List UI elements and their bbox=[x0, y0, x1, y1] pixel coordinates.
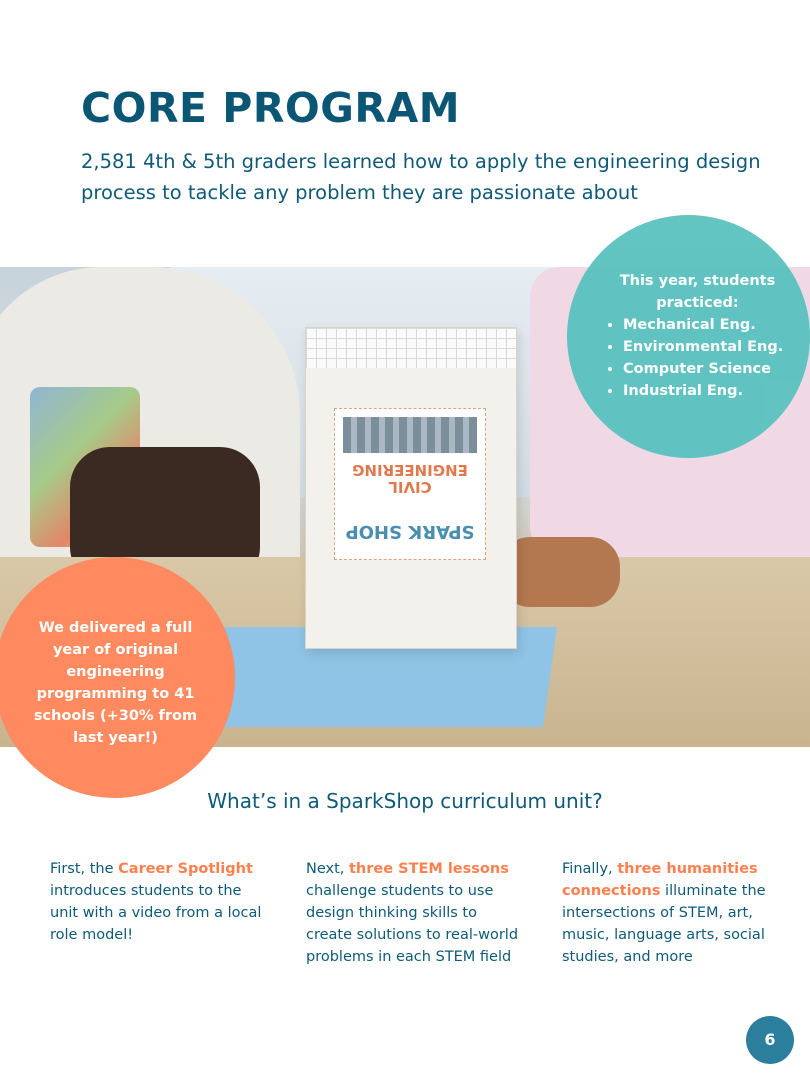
discipline-item: • Environmental Eng. bbox=[623, 336, 788, 358]
page-subtitle: 2,581 4th & 5th graders learned how to apply the engineering design process to tackle any problem they are passionate about bbox=[81, 150, 761, 204]
disciplines-list bbox=[607, 314, 788, 402]
disciplines-heading: This year, students practiced: bbox=[619, 273, 776, 311]
box-label bbox=[334, 408, 486, 560]
photo-kit-box bbox=[305, 327, 517, 649]
column-intro: Next, bbox=[306, 861, 349, 877]
box-grid-lid bbox=[306, 328, 516, 368]
discipline-item: • Industrial Eng. bbox=[623, 380, 788, 402]
delivery-callout-text: We delivered a full year of original engineering programming to 41 schools (+30% from last year!) bbox=[33, 620, 198, 746]
curriculum-column-stem bbox=[306, 858, 521, 968]
box-label-text: CIVIL ENGINEERING bbox=[352, 461, 468, 496]
disciplines-callout bbox=[567, 215, 810, 458]
page-number-badge: 6 bbox=[746, 1016, 794, 1064]
column-intro: First, the bbox=[50, 861, 119, 877]
curriculum-column-humanities bbox=[562, 858, 777, 968]
column-highlight: three humanities connections bbox=[562, 861, 758, 899]
delivery-callout bbox=[0, 557, 235, 798]
photo-arm-right bbox=[500, 537, 620, 607]
column-highlight: three STEM lessons bbox=[349, 861, 509, 877]
discipline-item: • Mechanical Eng. bbox=[623, 314, 788, 336]
curriculum-column-career bbox=[50, 858, 265, 946]
column-body: introduces students to the unit with a video from a local role model! bbox=[50, 883, 262, 943]
discipline-item: • Computer Science bbox=[623, 358, 788, 380]
column-body: illuminate the intersections of STEM, art, music, language arts, social studies, and more bbox=[562, 883, 766, 965]
column-highlight: Career Spotlight bbox=[118, 861, 253, 877]
curriculum-question: What’s in a SparkShop curriculum unit? bbox=[207, 789, 603, 813]
box-skyline bbox=[343, 417, 477, 453]
column-intro: Finally, bbox=[562, 861, 618, 877]
column-body: challenge students to use design thinking skills to create solutions to real-world problems in each STEM field bbox=[306, 883, 519, 965]
page-title: CORE PROGRAM bbox=[81, 84, 461, 132]
box-brand-text: SPARK SHOP bbox=[345, 521, 475, 542]
